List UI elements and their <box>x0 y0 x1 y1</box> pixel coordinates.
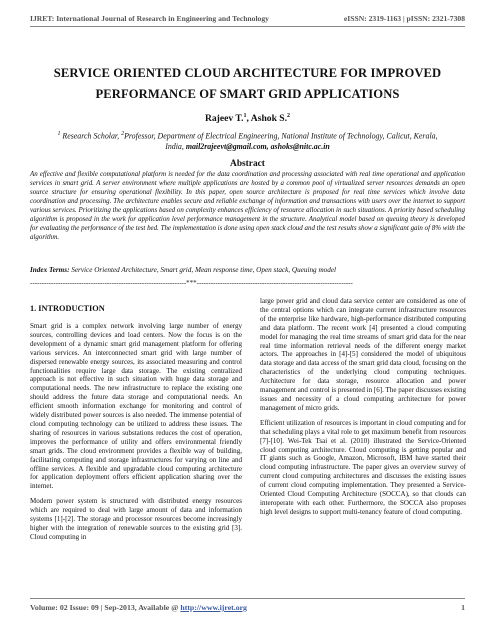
index-terms-list: Service Oriented Architecture, Smart grid, Mean response time, Open stack, Queuing model <box>69 266 337 274</box>
affiliation <box>30 129 465 153</box>
footer-volume-text: Volume: 02 Issue: 09 | Sep-2013, Available @ <box>30 603 181 612</box>
author-emails: mail2rajeevt@gmail.com, ashoks@nitc.ac.in <box>185 142 330 152</box>
paper-title <box>30 63 465 105</box>
right-column <box>260 297 466 523</box>
footer-volume <box>30 603 247 612</box>
intro-paragraph-3: large power grid and cloud data service center are considered as one of the central options which can integrate current infrastructure resources of the enterprise like hardware, high-performance distributed computing and data platform. The recent work [4] presented a cloud computing model for managing the real time streams of smart grid data for the near real time information retrieval needs of the different energy market actors. The approaches in [4]-[5] considered the model of ubiquitous data storage and data access of the smart grid data cloud, focusing on the characteristics of the underlying cloud computing techniques. Architecture for data storage, resource allocation and power management and control is presented in [6]. The paper discusses existing issues and necessity of a cloud computing architecture for power management of micro grids. <box>260 297 466 412</box>
affil-role-1: Research Scholar, <box>60 131 122 141</box>
author-1: Rajeev T. <box>204 113 244 125</box>
intro-paragraph-4: Efficient utilization of resources is important in cloud computing and for that scheduling plays a vital role to get maximum benefit from resources [7]-[10]. Wei-Tek Tsai et al. (2010) illustrated the Service-Oriented cloud computing architecture. Cloud computing is getting popular and IT giants such as Google, Amazon, Microsoft, IBM have started their cloud computing infrastructure. The paper gives an overview survey of current cloud computing architectures and discusses the existing issues of current cloud computing implementation. They presented a Service-Oriented Cloud Computing Architecture (SOCCA), so that clouds can interoperate with each other. Furthermore, the SOCCA also proposes high level designs to support multi-tenancy feature of cloud computing. <box>260 418 466 516</box>
page-number: 1 <box>461 603 465 612</box>
running-footer <box>30 603 465 612</box>
title-line-1: SERVICE ORIENTED CLOUD ARCHITECTURE FOR IMPROVED <box>53 66 442 80</box>
journal-name: IJRET: International Journal of Research in Engineering and Technology <box>30 14 269 23</box>
intro-paragraph-2: Modern power system is structured with distributed energy resources which are required to deal with large amount of data and information systems [1]-[2]. The storage and processor resources become increasingly higher with the integration of renewable sources to the existing grid [3]. Cloud computing in <box>30 497 242 541</box>
author-2-marker: 2 <box>287 113 291 119</box>
header-rule <box>30 26 465 27</box>
affiliation-line-2 <box>30 142 465 153</box>
section-separator: -------------------------------------------------------------------***------------------------------------------------------------------- <box>30 279 353 287</box>
section-heading-introduction: 1. INTRODUCTION <box>30 304 105 313</box>
title-line-2: PERFORMANCE OF SMART GRID APPLICATIONS <box>95 87 400 101</box>
affiliation-line-1 <box>30 129 465 142</box>
index-terms <box>30 266 465 275</box>
author-2: Ashok S. <box>250 113 288 125</box>
affil-role-2: Professor, Department of Electrical Engineering, National Institute of Technology, Calicut, Kerala, <box>124 131 438 141</box>
author-separator: , <box>246 113 251 125</box>
author-list <box>30 113 465 124</box>
abstract-body: An effective and flexible computational platform is needed for the data coordination and processing associated with real time operational and application services in smart grid. A server environment where multiple applications are hosted by a common pool of virtualized server resources demands an open source structure for ensuring operational flexibility. In this paper, open source architecture is proposed for real time services which involve data coordination and processing. The architecture enables secure and reliable exchange of information and transactions with users over the internet to support various services. Prioritizing the applications based on complexity enhances efficiency of resource allocation in such situations. A priority based scheduling algorithm is proposed in the work for application level performance management in the structure. Analytical model based on queuing theory is developed for evaluating the performance of the test bed. The implementation is done using open stack cloud and the test results show a significant gain of 8% with the algorithm. <box>30 170 465 241</box>
author-1-marker: 1 <box>243 113 247 119</box>
footer-link[interactable]: http://www.ijret.org <box>180 603 247 612</box>
index-terms-label: Index Terms: <box>30 266 70 274</box>
intro-paragraph-1: Smart grid is a complex network involving large number of energy sources, controlling devices and load centers. Now the focus is on the development of a dynamic smart grid management platform for offering various services. An interconnected smart grid with large number of dispersed renewable energy sources, its associated measuring and control functionalities require large data storage. The existing centralized approach is not effective in such situation with huge data storage and computational needs. The new infrastructure to replace the existing one should address the future data storage and computational needs. An efficient smooth information exchange for monitoring and control of widely distributed power sources is also needed. The immense potential of cloud computing technology can be utilized to address these issues. The sharing of resources in various substations reduces the cost of operation, improves the performance of utility and offers environmental friendly smart grids. The cloud environment provides a flexible way of building, facilitating computing and storage infrastructures for varying on line and offline services. A flexible and upgradable cloud computing architecture for application deployment offers efficient application sharing over the internet. <box>30 322 242 491</box>
affil-country: India, <box>165 142 186 152</box>
affil-marker-2: 2 <box>121 131 125 137</box>
footer-rule <box>30 598 465 599</box>
abstract-heading: Abstract <box>230 159 265 169</box>
affil-marker-1: 1 <box>57 131 61 137</box>
left-column <box>30 322 242 548</box>
running-header <box>30 14 465 23</box>
journal-issn: eISSN: 2319-1163 | pISSN: 2321-7308 <box>343 14 465 23</box>
